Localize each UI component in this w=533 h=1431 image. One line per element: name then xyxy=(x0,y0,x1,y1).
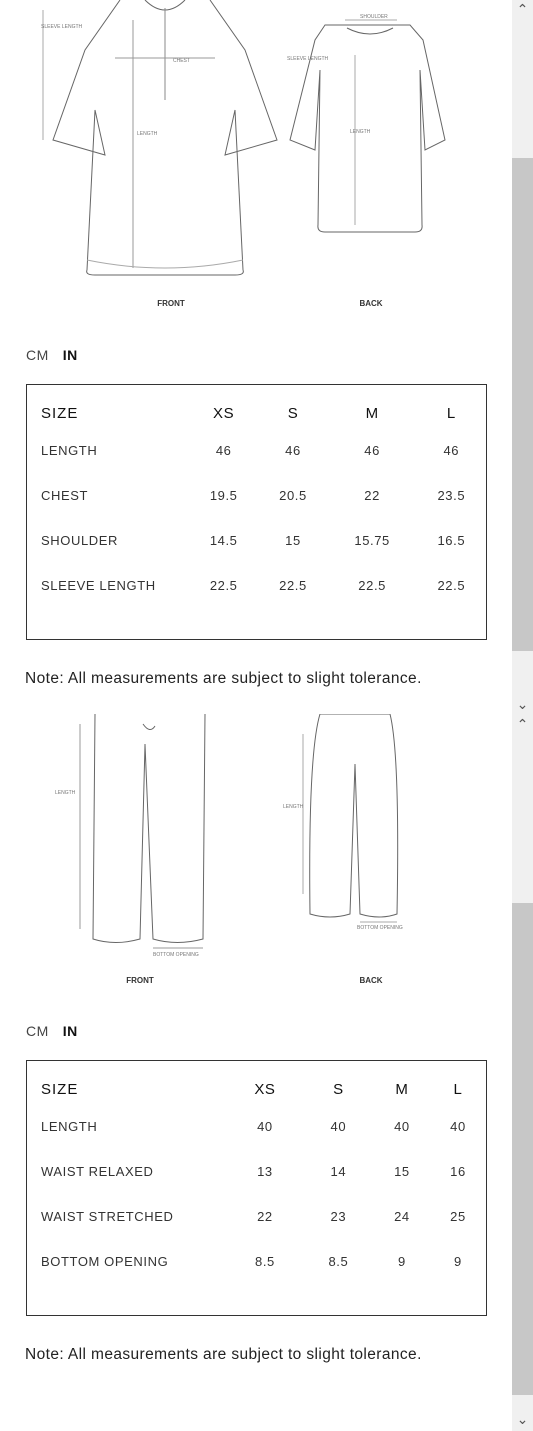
table-row xyxy=(27,563,486,608)
row-label: WAIST RELAXED xyxy=(41,1164,154,1179)
cell-value: 13 xyxy=(257,1164,273,1179)
label-length-front: LENGTH xyxy=(137,131,158,137)
pants-size-chart xyxy=(26,1060,487,1316)
header-xs: XS xyxy=(213,405,235,422)
cell-value: 22 xyxy=(257,1209,273,1224)
unit-cm-option[interactable]: CM xyxy=(26,1023,49,1039)
cell-value: 19.5 xyxy=(209,488,238,503)
table-row xyxy=(27,1149,486,1194)
header-m: M xyxy=(395,1081,409,1098)
header-l: L xyxy=(453,1081,463,1098)
scroll-up-arrow-icon[interactable]: ⌃ xyxy=(516,2,529,18)
cell-value: 22.5 xyxy=(437,578,466,593)
table-row xyxy=(27,473,486,518)
cell-value: 8.5 xyxy=(328,1254,349,1269)
row-label: BOTTOM OPENING xyxy=(41,1254,169,1269)
header-m: M xyxy=(365,405,379,422)
cell-value: 22.5 xyxy=(358,578,386,593)
cell-value: 15 xyxy=(285,533,301,548)
table-row xyxy=(27,1239,486,1284)
cell-value: 15.75 xyxy=(354,533,390,548)
cell-value: 9 xyxy=(454,1254,462,1269)
cell-value: 25 xyxy=(450,1209,466,1224)
scroll-down-arrow-icon[interactable]: ⌄ xyxy=(516,697,529,713)
table-header-row xyxy=(27,385,486,428)
row-label: LENGTH xyxy=(41,443,98,458)
row-label: SLEEVE LENGTH xyxy=(41,578,156,593)
cell-value: 14 xyxy=(330,1164,347,1179)
table-row xyxy=(27,1194,486,1239)
label-length-back: LENGTH xyxy=(350,129,371,135)
header-s: S xyxy=(287,405,299,422)
scroll-up-arrow-icon[interactable]: ⌃ xyxy=(516,717,529,733)
label-sleeve-length-back: SLEEVE LENGTH xyxy=(287,56,329,62)
front-caption: FRONT xyxy=(157,299,185,308)
cell-value: 23 xyxy=(330,1209,347,1224)
row-label: CHEST xyxy=(41,488,89,503)
kurta-size-chart xyxy=(26,384,487,640)
cell-value: 20.5 xyxy=(279,488,307,503)
cell-value: 22.5 xyxy=(209,578,238,593)
unit-cm-option[interactable]: CM xyxy=(26,347,49,363)
row-label: SHOULDER xyxy=(41,533,119,548)
pants-size-table xyxy=(27,1061,486,1284)
table-header-row xyxy=(27,1061,486,1104)
row-label: WAIST STRETCHED xyxy=(41,1209,174,1224)
cell-value: 46 xyxy=(285,443,301,458)
header-s: S xyxy=(333,1081,344,1098)
cell-value: 40 xyxy=(450,1119,466,1134)
cell-value: 22.5 xyxy=(279,578,307,593)
cell-value: 46 xyxy=(443,443,460,458)
front-caption: FRONT xyxy=(126,976,154,985)
label-shoulder: SHOULDER xyxy=(360,14,388,20)
kurta-illustration xyxy=(25,0,490,330)
header-size: SIZE xyxy=(41,405,79,422)
label-bottom-opening-front: BOTTOM OPENING xyxy=(153,952,199,958)
header-size: SIZE xyxy=(41,1081,79,1098)
scrollbar-column xyxy=(512,0,533,1431)
label-chest: CHEST xyxy=(173,58,190,64)
label-bottom-opening-back: BOTTOM OPENING xyxy=(357,925,403,931)
cell-value: 9 xyxy=(398,1254,406,1269)
cell-value: 40 xyxy=(330,1119,347,1134)
label-length-back: LENGTH xyxy=(283,804,304,810)
label-sleeve-length-front: SLEEVE LENGTH xyxy=(41,24,83,30)
cell-value: 24 xyxy=(394,1209,410,1224)
pants-sketch xyxy=(25,714,490,1004)
header-l: L xyxy=(446,405,456,422)
unit-toggle-top xyxy=(26,347,78,363)
cell-value: 40 xyxy=(394,1119,410,1134)
back-caption: BACK xyxy=(359,976,383,985)
label-length-front: LENGTH xyxy=(55,790,76,796)
kurta-size-table xyxy=(27,385,486,608)
cell-value: 8.5 xyxy=(254,1254,275,1269)
unit-toggle-bottom xyxy=(26,1023,78,1039)
row-label: LENGTH xyxy=(41,1119,98,1134)
cell-value: 46 xyxy=(364,443,380,458)
scrollbar-thumb[interactable] xyxy=(512,158,533,651)
unit-in-option[interactable]: IN xyxy=(62,347,78,363)
cell-value: 46 xyxy=(215,443,232,458)
cell-value: 14.5 xyxy=(209,533,238,548)
scrollbar-thumb[interactable] xyxy=(512,903,533,1395)
scroll-down-arrow-icon[interactable]: ⌄ xyxy=(516,1412,529,1428)
cell-value: 40 xyxy=(257,1119,273,1134)
tolerance-note: Note: All measurements are subject to slight tolerance. xyxy=(25,670,422,687)
table-row xyxy=(27,518,486,563)
kurta-sketch xyxy=(25,0,490,330)
table-row xyxy=(27,1104,486,1149)
tolerance-note: Note: All measurements are subject to slight tolerance. xyxy=(25,1346,422,1363)
header-xs: XS xyxy=(254,1081,276,1098)
pants-illustration xyxy=(25,714,490,1004)
unit-in-option[interactable]: IN xyxy=(62,1023,78,1039)
cell-value: 22 xyxy=(364,488,380,503)
table-row xyxy=(27,428,486,473)
cell-value: 15 xyxy=(394,1164,410,1179)
cell-value: 23.5 xyxy=(437,488,466,503)
cell-value: 16 xyxy=(450,1164,466,1179)
back-caption: BACK xyxy=(359,299,383,308)
cell-value: 16.5 xyxy=(437,533,466,548)
